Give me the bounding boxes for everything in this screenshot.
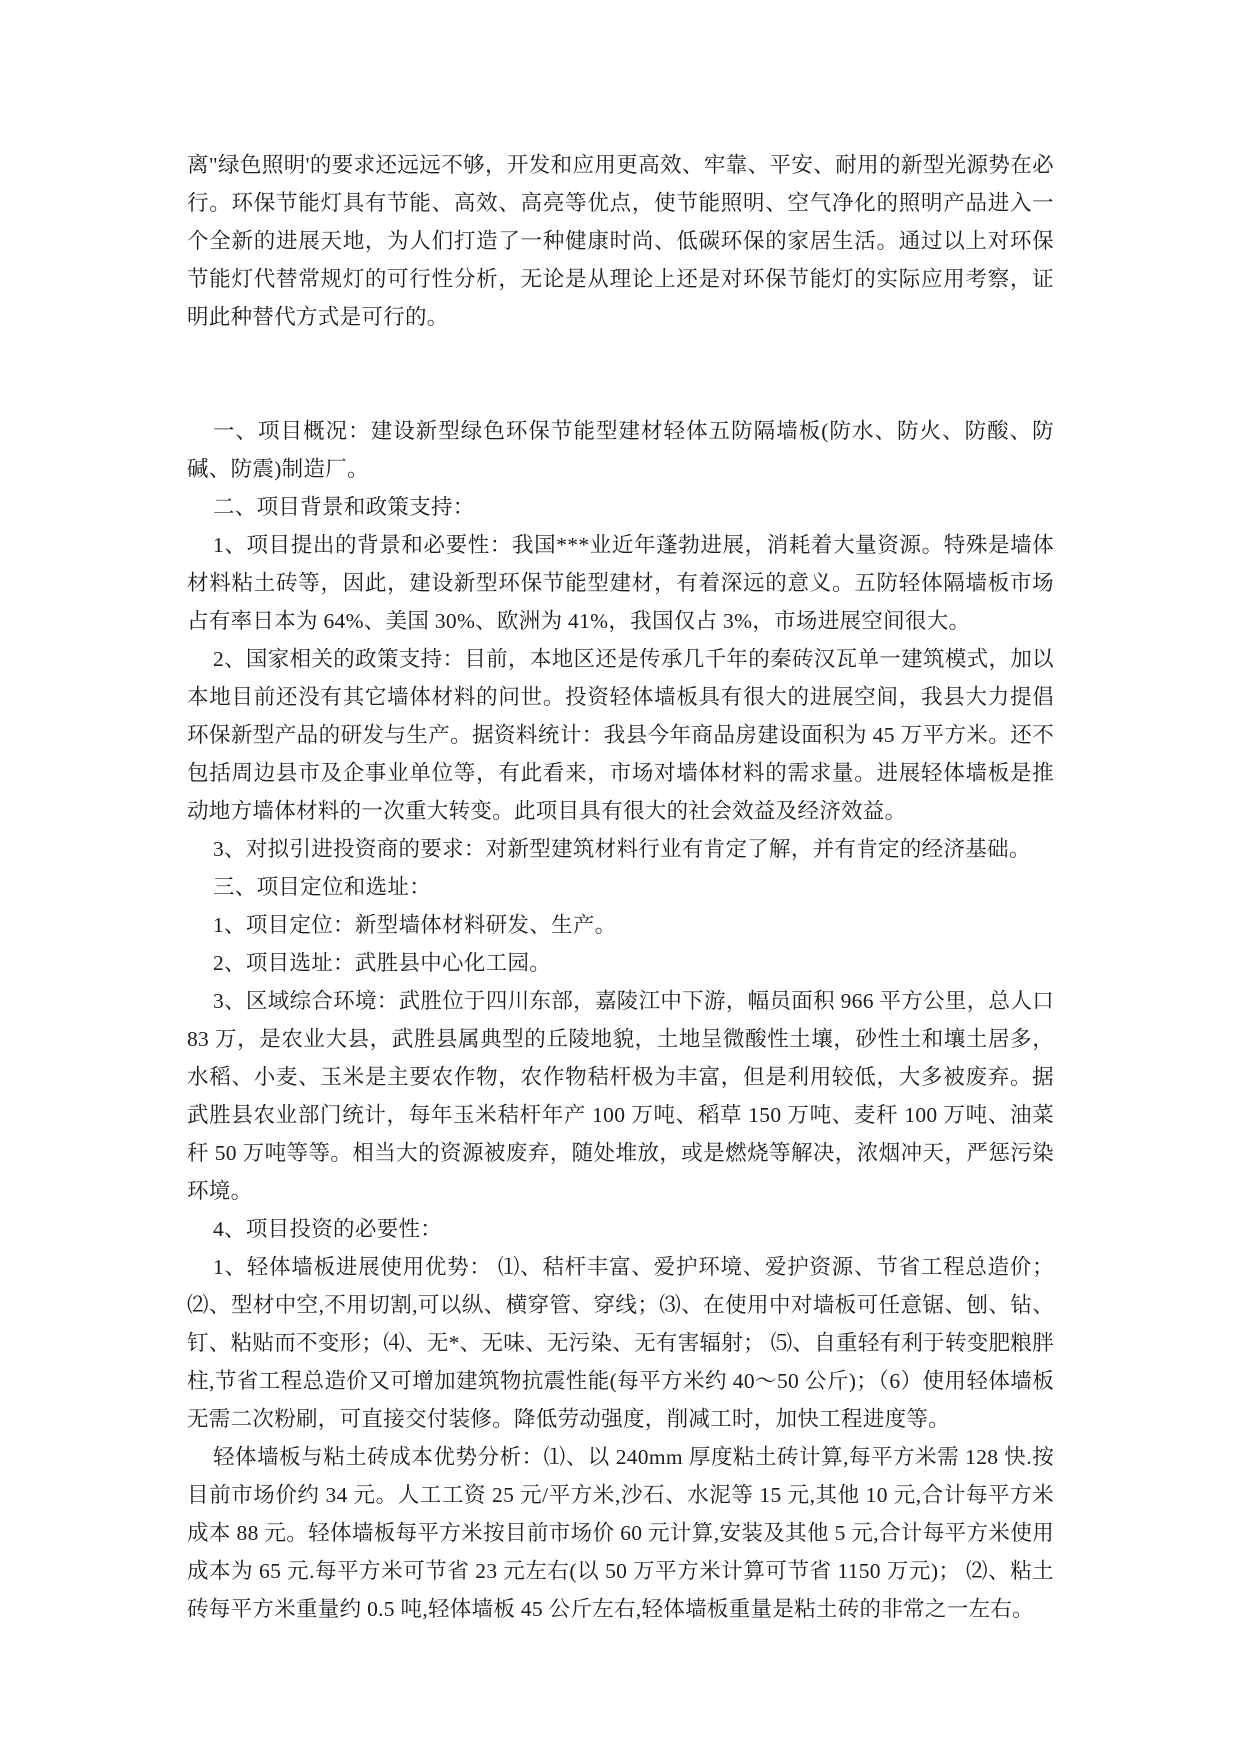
paragraph-cost-comparison: 轻体墙板与粘土砖成本优势分析：⑴、以 240mm 厚度粘土砖计算,每平方米需 128 快.按目前市场价约 34 元。人工工资 25 元/平方米,沙石、水泥等 15 元,其他 10 元,合计每平方米成本 88 元。轻体墙板每平方米按目前市场价 60 元计算,安装及其他 5 元,合计每平方米使用成本为 65 元.每平方米可节省 23 元左右(以 50 万平方米计算可节省 1150 万元)； ⑵、粘土砖每平方米重量约 0.5 吨,轻体墙板 45 公斤左右,轻体墙板重量是粘土砖的非常之一左右。 (187, 1445, 1054, 1621)
paragraph-section-1-overview: 一、项目概况：建设新型绿色环保节能型建材轻体五防隔墙板(防水、防火、防酸、防碱、防震)制造厂。 (187, 419, 1054, 481)
paragraph-wallboard-advantages: 1、轻体墙板进展使用优势： ⑴、秸杆丰富、爱护环境、爱护资源、节省工程总造价；⑵、型材中空,不用切割,可以纵、横穿管、穿线；⑶、在使用中对墙板可任意锯、刨、钻、钉、粘贴而不变形；⑷、无*、无味、无污染、无有害辐射； ⑸、自重轻有利于转变肥粮胖柱,节省工程总造价又可增加建筑物抗震性能(每平方米约 40～50 公斤)；（6）使用轻体墙板无需二次粉刷，可直接交付装修。降低劳动强度，削减工时，加快工程进度等。 (187, 1255, 1054, 1431)
paragraph-regional-environment: 3、区域综合环境：武胜位于四川东部，嘉陵江中下游，幅员面积 966 平方公里，总人口 83 万，是农业大县，武胜县属典型的丘陵地貌，土地呈微酸性土壤，砂性土和壤土居多，水稻、小麦、玉米是主要农作物，农作物秸杆极为丰富，但是利用较低，大多被废弃。据武胜县农业部门统计，每年玉米秸杆年产 100 万吨、稻草 150 万吨、麦秆 100 万吨、油菜秆 50 万吨等等。相当大的资源被废弃，随处堆放，或是燃烧等解决，浓烟冲天，严惩污染环境。 (187, 989, 1054, 1203)
paragraph-investment-necessity-heading: 4、项目投资的必要性： (213, 1217, 443, 1241)
paragraph-intro: 离"绿色照明'的要求还远远不够，开发和应用更高效、牢靠、平安、耐用的新型光源势在必行。环保节能灯具有节能、高效、高亮等优点，使节能照明、空气净化的照明产品进入一个全新的进展天地，为人们打造了一种健康时尚、低碳环保的家居生活。通过以上对环保节能灯代替常规灯的可行性分析，无论是从理论上还是对环保节能灯的实际应用考察，证明此种替代方式是可行的。 (187, 153, 1054, 329)
paragraph-investor-requirements: 3、对拟引进投资商的要求：对新型建筑材料行业有肯定了解，并有肯定的经济基础。 (213, 837, 1031, 861)
paragraph-project-positioning: 1、项目定位：新型墙体材料研发、生产。 (213, 913, 617, 937)
paragraph-section-3-heading: 三、项目定位和选址： (213, 875, 432, 899)
paragraph-break (187, 336, 1054, 412)
paragraph-background-necessity: 1、项目提出的背景和必要性：我国***业近年蓬勃进展，消耗着大量资源。特殊是墙体材料粘土砖等，因此，建设新型环保节能型建材，有着深远的意义。五防轻体隔墙板市场占有率日本为 64%、美国 30%、欧洲为 41%，我国仅占 3%，市场进展空间很大。 (187, 533, 1054, 633)
paragraph-policy-support: 2、国家相关的政策支持：目前，本地区还是传承几千年的秦砖汉瓦单一建筑模式，加以本地目前还没有其它墙体材料的问世。投资轻体墙板具有很大的进展空间，我县大力提倡环保新型产品的研发与生产。据资料统计：我县今年商品房建设面积为 45 万平方米。还不包括周边县市及企事业单位等，有此看来，市场对墙体材料的需求量。进展轻体墙板是推动地方墙体材料的一次重大转变。此项目具有很大的社会效益及经济效益。 (187, 647, 1054, 823)
paragraph-section-2-heading: 二、项目背景和政策支持： (213, 495, 475, 519)
paragraph-project-site: 2、项目选址：武胜县中心化工园。 (213, 951, 552, 975)
